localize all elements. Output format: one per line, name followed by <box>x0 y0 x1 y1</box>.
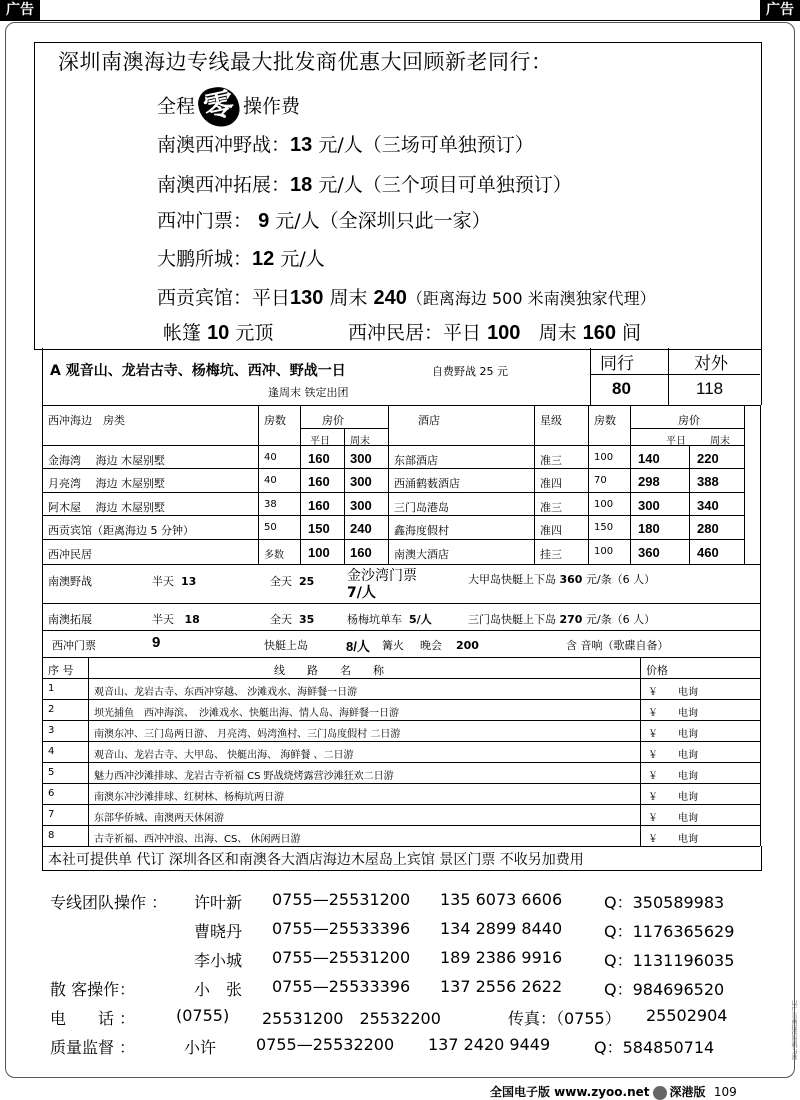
fit-name: 小 张 <box>194 980 243 999</box>
hotel-cell-grade: 准三 <box>540 501 562 514</box>
act-yangmei: 杨梅坑单车 5/人 <box>347 613 432 626</box>
promo-line-minju: 西冲民居：平日 100 周末 160 间 <box>348 322 642 344</box>
route-row-divider <box>42 804 760 805</box>
route-name: 古寺祈福、西冲冲浪、出海、CS、 休闲两日游 <box>94 834 301 845</box>
hotel-cell-hwe: 340 <box>697 498 719 513</box>
route-name: 南澳东冲沙滩排球、红树林、杨梅坑两日游 <box>94 792 284 803</box>
peer-price: 80 <box>612 379 631 398</box>
side-note: 以广告商提供资料为准 <box>790 1000 797 1060</box>
contact-name-1: 许叶新 <box>194 893 243 912</box>
route-no: 4 <box>48 746 55 757</box>
service-box <box>42 846 762 871</box>
hotel-col-name: 西冲海边 房类 <box>48 414 125 427</box>
act-speedboat-price: 8/人 <box>346 639 370 654</box>
hotel-cell-wd: 160 <box>308 498 330 513</box>
hotel-cell-rooms: 40 <box>264 475 277 486</box>
hotel-cell-hwd: 360 <box>638 545 660 560</box>
hotel-cell-hwe: 388 <box>697 474 719 489</box>
service-note: 本社可提供单 代订 深圳各区和南澳各大酒店海边木屋岛上宾馆 景区门票 不收另加费用 <box>48 852 584 868</box>
hotel-col-rooms: 房数 <box>264 414 286 427</box>
route-row-divider <box>42 762 760 763</box>
act-tuozhan-half: 半天 18 <box>152 613 200 626</box>
team-label: 专线团队操作 ： <box>50 893 168 912</box>
top-rule <box>0 20 800 21</box>
hotel-col-price: 房价 <box>322 414 344 427</box>
hotel-cell-rooms: 50 <box>264 522 277 533</box>
hotel-cell-grade: 准三 <box>540 454 562 467</box>
promo-line-ticket: 西冲门票： 9 元/人（全深圳只此一家） <box>157 210 491 232</box>
hotel-cell-hrooms: 100 <box>594 546 614 557</box>
qc-name: 小许 <box>184 1038 217 1057</box>
route-name: 观音山、龙岩古寺、东西冲穿越、 沙滩戏水、海鲜餐一日游 <box>94 687 358 698</box>
hotel-cell-name: 西贡宾馆（距离海边 5 分钟） <box>48 524 194 537</box>
contact-qq-2: Q：1176365629 <box>604 922 735 941</box>
act-party-note: 含 音响（歌碟自备） <box>566 639 669 652</box>
free-prefix: 全程 <box>157 95 196 118</box>
route-name: 观音山、龙岩古寺、大甲岛、 快艇出海、 海鲜餐 、二日游 <box>94 750 354 761</box>
route-price: ￥ 电询 <box>648 834 698 845</box>
route-price: ￥ 电询 <box>648 729 698 740</box>
act-party: 晚会 200 <box>420 639 479 652</box>
phone-area: (0755) <box>176 1006 230 1025</box>
route-no: 2 <box>48 704 55 715</box>
free-fee-line <box>157 87 300 127</box>
promo-line-xigong: 西贡宾馆：平日130 周末 240（距离海边 500 米南澳独家代理） <box>157 287 656 309</box>
hotel-col-weekday: 平日 <box>310 436 330 447</box>
hotel-cell-we: 300 <box>350 451 372 466</box>
hotel-cell-hotel: 南澳大酒店 <box>394 548 449 561</box>
public-price: 118 <box>696 379 724 398</box>
logo-icon <box>653 1086 667 1100</box>
act-speedboat-label: 快艇上岛 <box>264 639 308 652</box>
footer-site: 全国电子版 www.zyoo.net <box>490 1085 650 1099</box>
route-no: 6 <box>48 788 55 799</box>
hotel-col-hweekday: 平日 <box>666 436 686 447</box>
act-bonfire: 篝火 <box>382 639 404 652</box>
qc-mobile: 137 2420 9449 <box>428 1035 551 1054</box>
hotel-col-hweekend: 周末 <box>710 436 730 447</box>
route-row-divider <box>42 783 760 784</box>
route-price: ￥ 电询 <box>648 813 698 824</box>
contact-mobile-2: 134 2899 8440 <box>440 919 563 938</box>
promo-line-dapeng: 大鹏所城：12 元/人 <box>157 248 325 270</box>
ad-label-right: 广告 <box>760 0 800 20</box>
act-dajia: 大甲岛快艇上下岛 360 元/条（6 人） <box>468 573 656 586</box>
promo-line-war: 南澳西冲野战：13 元/人（三场可单独预订） <box>157 134 534 156</box>
hotel-cell-rooms: 40 <box>264 452 277 463</box>
hotel-col-hrooms: 房数 <box>594 414 616 427</box>
route-no: 7 <box>48 809 55 820</box>
phone-numbers: 25531200 25532200 <box>262 1009 441 1028</box>
contact-name-3: 李小城 <box>194 951 243 970</box>
route-price: ￥ 电询 <box>648 792 698 803</box>
public-price-label: 对外 <box>694 354 728 374</box>
hotel-cell-name: 月亮湾 海边 木屋别墅 <box>48 477 165 490</box>
routes-col-no: 序 号 <box>48 664 74 677</box>
act-sanmen: 三门岛快艇上下岛 270 元/条（6 人） <box>468 613 656 626</box>
contact-name-2: 曹晓丹 <box>194 922 243 941</box>
contact-mobile-1: 135 6073 6606 <box>440 890 563 909</box>
free-suffix: 操作费 <box>243 95 301 118</box>
hotel-cell-wd: 160 <box>308 474 330 489</box>
hotel-cell-hrooms: 150 <box>594 522 614 533</box>
hotel-cell-grade: 准四 <box>540 524 562 537</box>
hotel-cell-hotel: 鑫海度假村 <box>394 524 449 537</box>
act-war-half: 半天 13 <box>152 575 197 588</box>
hotel-cell-hrooms: 70 <box>594 475 607 486</box>
act-war-full: 全天 25 <box>270 575 315 588</box>
qc-label: 质量监督 ： <box>50 1038 136 1057</box>
hotel-cell-hwd: 180 <box>638 521 660 536</box>
route-row-divider <box>42 825 760 826</box>
promo-line-tent: 帐篷 10 元顶 <box>163 322 274 344</box>
hotel-cell-grade: 挂三 <box>540 548 562 561</box>
route-price: ￥ 电询 <box>648 708 698 719</box>
hotel-cell-hwd: 300 <box>638 498 660 513</box>
route-row-divider <box>42 720 760 721</box>
hotel-cell-hrooms: 100 <box>594 499 614 510</box>
qc-tel: 0755—25532200 <box>256 1035 395 1054</box>
hotel-cell-hwe: 460 <box>697 545 719 560</box>
contact-tel-2: 0755—25533396 <box>272 919 411 938</box>
hotel-cell-hotel: 西涌鹤薮酒店 <box>394 477 460 490</box>
hotel-cell-grade: 准四 <box>540 477 562 490</box>
route-a-note: 自费野战 25 元 <box>432 365 508 378</box>
hotel-cell-rooms: 38 <box>264 499 277 510</box>
fax-number: 25502904 <box>646 1006 728 1025</box>
route-a-title: A 观音山、龙岩古寺、杨梅坑、西冲、野战一日 <box>50 363 346 379</box>
route-price: ￥ 电询 <box>648 687 698 698</box>
hotel-cell-we: 300 <box>350 498 372 513</box>
phone-label: 电 话 ： <box>50 1009 136 1028</box>
act-xichong-label: 西冲门票 <box>52 639 96 652</box>
hotel-cell-name: 阿木屋 海边 木屋别墅 <box>48 501 165 514</box>
hotel-cell-hotel: 三门岛港岛 <box>394 501 449 514</box>
fit-qq: Q：984696520 <box>604 980 725 999</box>
hotel-cell-wd: 100 <box>308 545 330 560</box>
hotel-cell-name: 西冲民居 <box>48 548 92 561</box>
hotel-cell-hwe: 220 <box>697 451 719 466</box>
contact-qq-1: Q：350589983 <box>604 893 725 912</box>
act-jinsha-ticket: 金沙湾门票 7/人 <box>347 568 417 601</box>
qc-qq: Q：584850714 <box>594 1038 715 1057</box>
route-no: 3 <box>48 725 55 736</box>
fit-label: 散 客操作： <box>50 980 136 999</box>
hotel-cell-we: 160 <box>350 545 372 560</box>
contact-tel-1: 0755—25531200 <box>272 890 411 909</box>
routes-col-name: 线 路 名 称 <box>274 664 384 677</box>
peer-price-label: 同行 <box>600 354 634 374</box>
hotel-cell-hwd: 298 <box>638 474 660 489</box>
hotel-cell-we: 300 <box>350 474 372 489</box>
route-price: ￥ 电询 <box>648 771 698 782</box>
route-name: 坝光捕鱼 西冲海滨、 沙滩戏水、快艇出海、情人岛、海鲜餐一日游 <box>94 708 399 719</box>
hotel-cell-hotel: 东部酒店 <box>394 454 438 467</box>
hotel-col-hprice: 房价 <box>678 414 700 427</box>
hotel-col-hotel: 酒店 <box>418 414 440 427</box>
act-xichong-price: 9 <box>152 634 161 651</box>
route-price: ￥ 电询 <box>648 750 698 761</box>
contact-tel-3: 0755—25531200 <box>272 948 411 967</box>
ad-label-left: 广告 <box>0 0 40 20</box>
hotel-col-weekend: 周末 <box>350 436 370 447</box>
act-tuozhan-full: 全天 35 <box>270 613 315 626</box>
hotel-cell-we: 240 <box>350 521 372 536</box>
route-no: 8 <box>48 830 55 841</box>
hotel-cell-hwe: 280 <box>697 521 719 536</box>
route-name: 魅力西冲沙滩排球、龙岩古寺祈福 CS 野战烧烤露营沙滩狂欢二日游 <box>94 771 394 782</box>
contact-mobile-3: 189 2386 9916 <box>440 948 563 967</box>
route-name: 南澳东冲、三门岛两日游、 月亮湾、妈湾渔村、三门岛度假村 二日游 <box>94 729 401 740</box>
fit-tel: 0755—25533396 <box>272 977 411 996</box>
hotel-cell-name: 金海湾 海边 木屋别墅 <box>48 454 165 467</box>
hotel-cell-hwd: 140 <box>638 451 660 466</box>
act-war-label: 南澳野战 <box>48 575 92 588</box>
route-no: 5 <box>48 767 55 778</box>
hotel-cell-hrooms: 100 <box>594 452 614 463</box>
route-name: 东部华侨城、南澳两天休闲游 <box>94 813 224 824</box>
route-row-divider <box>42 741 760 742</box>
page-number: 109 <box>713 1085 737 1099</box>
route-row-divider <box>42 699 760 700</box>
footer-edition: 深港版 <box>669 1085 706 1099</box>
hotel-col-grade: 星级 <box>540 414 562 427</box>
act-tuozhan-label: 南澳拓展 <box>48 613 92 626</box>
free-badge: 零 <box>195 83 242 130</box>
hotel-cell-rooms: 多数 <box>264 550 284 561</box>
fax-label: 传真：（0755） <box>508 1009 621 1028</box>
promo-headline: 深圳南澳海边专线最大批发商优惠大回顾新老同行： <box>58 50 553 74</box>
route-a-sub: 逢周末 铁定出团 <box>268 386 349 399</box>
route-no: 1 <box>48 683 55 694</box>
routes-col-price: 价格 <box>646 664 668 677</box>
fit-mobile: 137 2556 2622 <box>440 977 563 996</box>
hotel-cell-wd: 150 <box>308 521 330 536</box>
promo-line-tuozhan: 南澳西冲拓展：18 元/人（三个项目可单独预订） <box>157 174 572 196</box>
page-footer <box>490 1083 737 1100</box>
hotel-cell-wd: 160 <box>308 451 330 466</box>
contact-qq-3: Q：1131196035 <box>604 951 735 970</box>
